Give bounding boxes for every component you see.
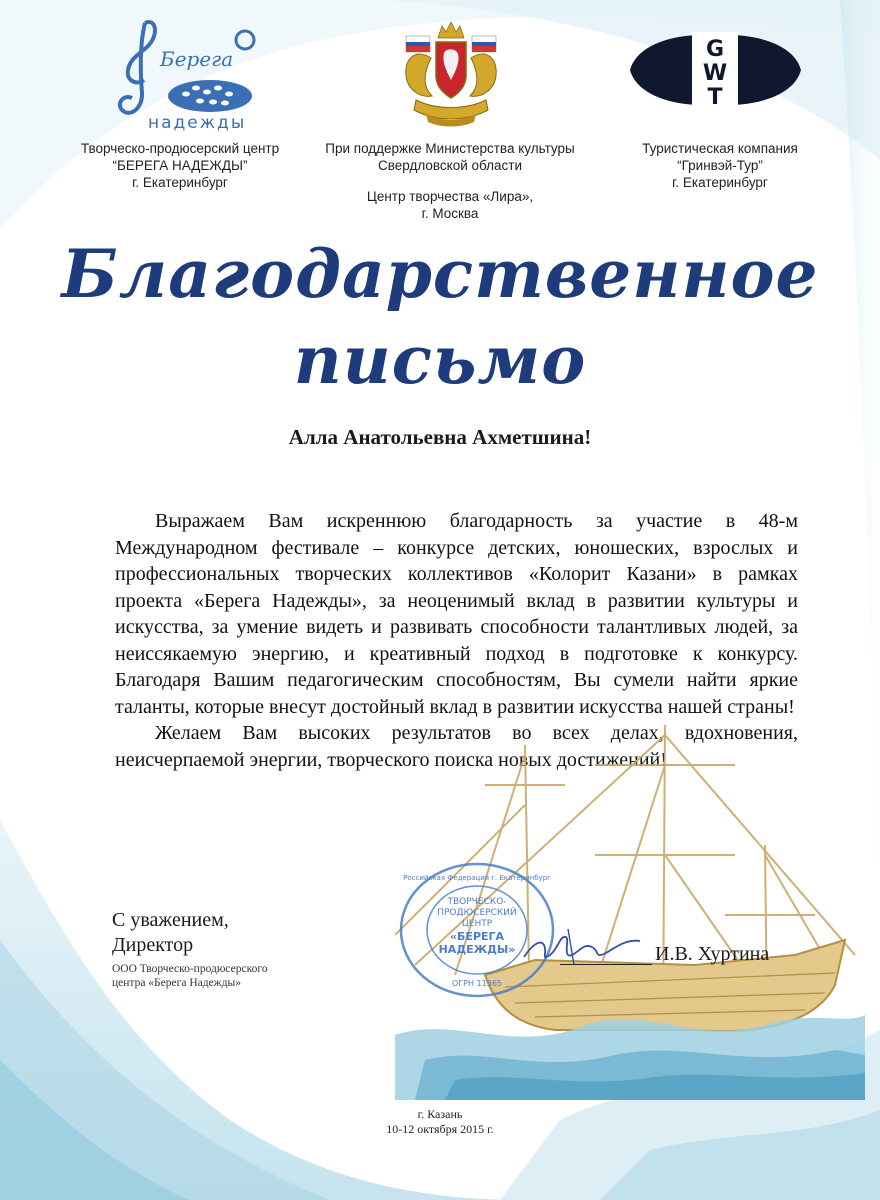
- support-line-3: Центр творчества «Лира»,: [366, 189, 534, 204]
- gwt-logo: [628, 30, 803, 110]
- closing-position: Директор: [112, 934, 194, 956]
- support-line-1: При поддержке Министерства культуры: [325, 141, 575, 156]
- organizer-line-3: г. Екатеринбург: [132, 175, 228, 190]
- addressee-name: Алла Анатольевна Ахметшина!: [288, 425, 592, 449]
- partner-line-2: “Гринвэй-Тур”: [677, 158, 763, 173]
- partner-line-3: г. Екатеринбург: [672, 175, 768, 190]
- header-organizer-left: [60, 140, 300, 191]
- document-title-line-2: письмо: [293, 321, 587, 399]
- signer-name: И.В. Хуртина: [655, 943, 770, 965]
- closing-block: [112, 908, 229, 958]
- event-dates: 10-12 октября 2015 г.: [386, 1122, 494, 1136]
- stamp-line-3: ЦЕНТР: [461, 919, 493, 929]
- signature-line: [560, 964, 652, 965]
- organizer-line-1: Творческо-продюсерский центр: [80, 141, 280, 156]
- body-paragraph-1: Выражаем Вам искреннюю благодарность за участие в 48-м Международном фестивале – конкурсе детских, юношеских, взрослых и профессиональных творческих коллективов «Колорит Казани» в рамках проекта «Берега Надежды», за неоценимый вклад в развитии культуры и искусства, за умение видеть и развивать способности талантливых людей, за неиссякаемую энергию, и креативный подход в подготовке к конкурсу. Благодаря Вашим педагогическим способностям, Вы сумели найти яркие таланты, которые внесут достойный вклад в развитии искусства нашей страны!: [115, 510, 798, 718]
- stamp-bottom-text: ОГРН 11365: [451, 979, 503, 988]
- gwt-letter-g: G: [705, 37, 725, 62]
- stamp-line-2: ПРОДЮСЕРСКИЙ: [437, 908, 517, 918]
- partner-line-1: Туристическая компания: [642, 141, 798, 156]
- place-city: г. Казань: [417, 1107, 463, 1121]
- berega-nadezhdy-logo: [100, 8, 260, 133]
- closing-org-line-1: ООО Творческо-продюсерского: [112, 963, 268, 975]
- stamp-line-5: НАДЕЖДЫ»: [438, 943, 516, 956]
- coat-of-arms-emblem: [376, 18, 526, 133]
- closing-organization: [112, 962, 268, 990]
- gwt-letter-w: W: [702, 61, 728, 86]
- support-line-2: Свердловской области: [377, 158, 522, 173]
- stamp-ring-text: Российская Федерация г. Екатеринбург: [403, 874, 551, 882]
- logo-text-bottom: надежды: [148, 113, 247, 133]
- closing-regards: С уважением,: [112, 909, 229, 931]
- header-partner-right: [600, 140, 840, 191]
- organizer-line-2: “БЕРЕГА НАДЕЖДЫ”: [112, 158, 248, 173]
- gwt-letter-t: T: [707, 85, 723, 110]
- support-line-4: г. Москва: [421, 206, 479, 221]
- stamp-line-1: ТВОРЧЕСКО-: [447, 897, 507, 907]
- place-and-date: [330, 1107, 550, 1137]
- logo-text-top: Берега: [160, 47, 234, 71]
- document-title-line-1: Благодарственное: [61, 235, 819, 313]
- closing-org-line-2: центра «Берега Надежды»: [112, 977, 241, 989]
- header-support-middle: [300, 140, 600, 222]
- body-paragraph-2: Желаем Вам высоких результатов во всех делах, вдохновения, неисчерпаемой энергии, творческого поиска новых достижений!: [115, 722, 798, 771]
- stamp-line-4: «БЕРЕГА: [449, 930, 505, 943]
